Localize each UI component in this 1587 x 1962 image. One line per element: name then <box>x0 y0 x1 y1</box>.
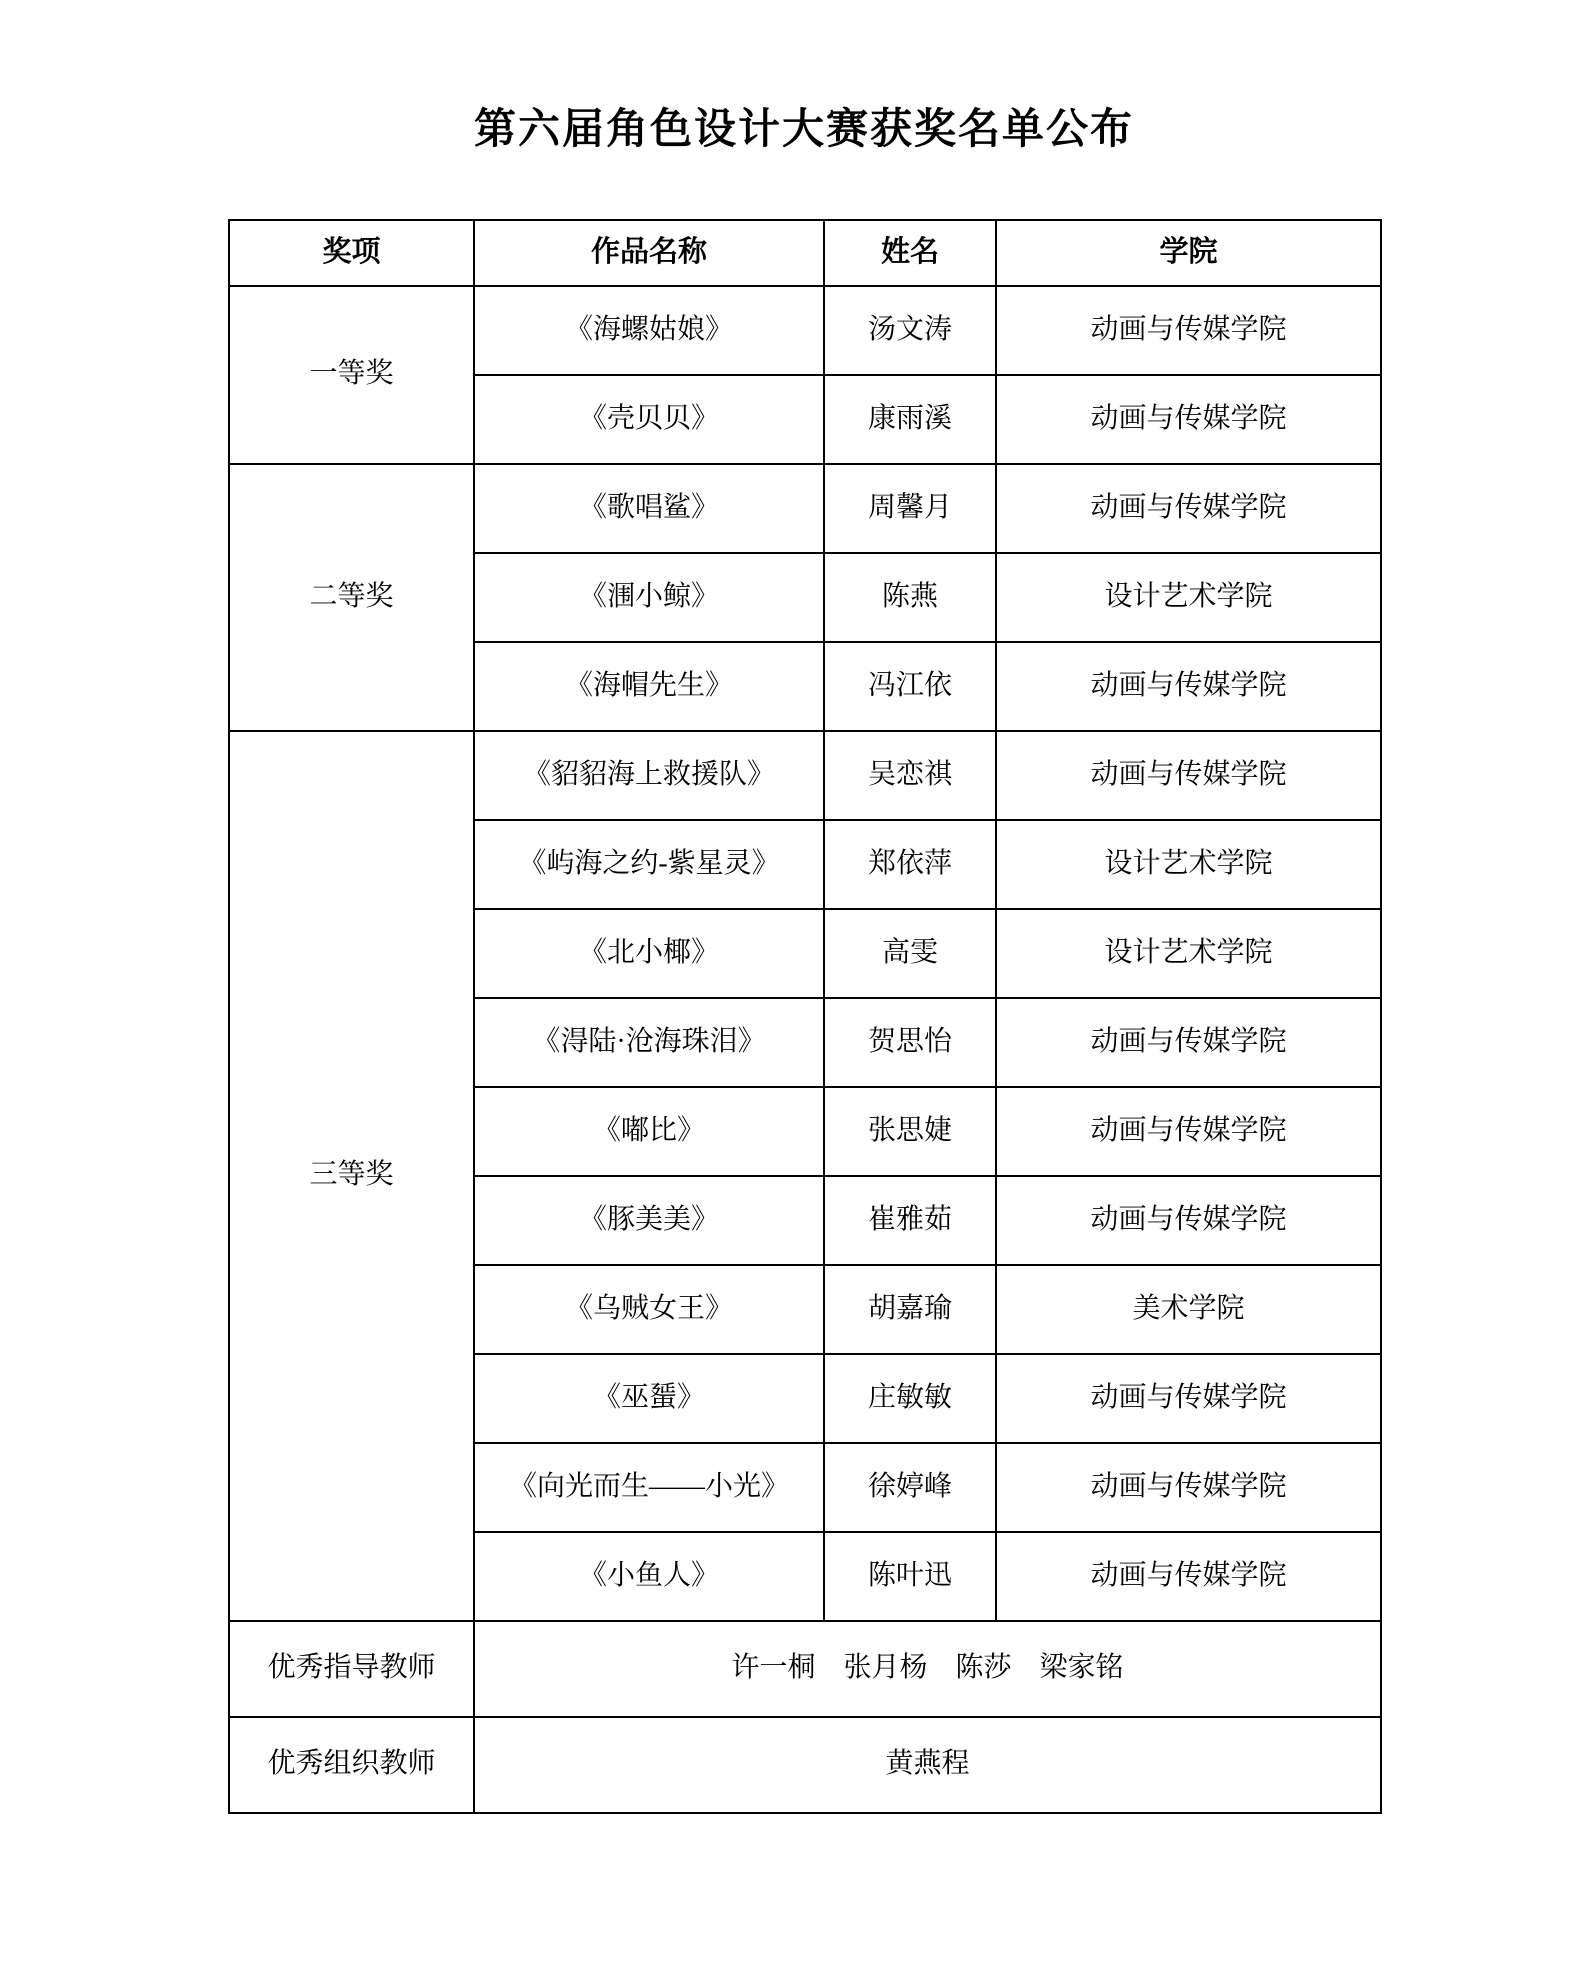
name-cell: 吴恋祺 <box>824 731 996 820</box>
award-cell-first-prize: 一等奖 <box>229 286 474 464</box>
header-cell-college: 学院 <box>996 220 1381 286</box>
work-cell: 《向光而生——小光》 <box>474 1443 824 1532</box>
work-cell: 《小鱼人》 <box>474 1532 824 1621</box>
name-cell: 康雨溪 <box>824 375 996 464</box>
name-cell: 徐婷峰 <box>824 1443 996 1532</box>
name-cell: 胡嘉瑜 <box>824 1265 996 1354</box>
college-cell: 动画与传媒学院 <box>996 1532 1381 1621</box>
college-cell: 动画与传媒学院 <box>996 1087 1381 1176</box>
college-cell: 动画与传媒学院 <box>996 464 1381 553</box>
college-cell: 动画与传媒学院 <box>996 286 1381 375</box>
work-cell: 《壳贝贝》 <box>474 375 824 464</box>
name-cell: 汤文涛 <box>824 286 996 375</box>
special-value-cell: 许一桐 张月杨 陈莎 梁家铭 <box>474 1621 1381 1717</box>
work-cell: 《海帽先生》 <box>474 642 824 731</box>
header-cell-award: 奖项 <box>229 220 474 286</box>
work-cell: 《巫蜑》 <box>474 1354 824 1443</box>
special-value-cell: 黄燕程 <box>474 1717 1381 1813</box>
work-cell: 《北小椰》 <box>474 909 824 998</box>
college-cell: 美术学院 <box>996 1265 1381 1354</box>
work-cell: 《貂貂海上救援队》 <box>474 731 824 820</box>
name-cell: 陈叶迅 <box>824 1532 996 1621</box>
college-cell: 动画与传媒学院 <box>996 731 1381 820</box>
college-cell: 设计艺术学院 <box>996 820 1381 909</box>
table-row <box>229 464 1381 553</box>
document-content <box>228 0 1380 1814</box>
name-cell: 陈燕 <box>824 553 996 642</box>
header-cell-work: 作品名称 <box>474 220 824 286</box>
table-header-row <box>229 220 1381 286</box>
work-cell: 《海螺姑娘》 <box>474 286 824 375</box>
name-cell: 周馨月 <box>824 464 996 553</box>
page-title: 第六届角色设计大赛获奖名单公布 <box>473 107 1134 153</box>
name-cell: 庄敏敏 <box>824 1354 996 1443</box>
table-row <box>229 286 1381 375</box>
header-cell-name: 姓名 <box>824 220 996 286</box>
college-cell: 动画与传媒学院 <box>996 998 1381 1087</box>
award-cell-third-prize: 三等奖 <box>229 731 474 1621</box>
special-label-cell: 优秀指导教师 <box>229 1621 474 1717</box>
name-cell: 贺思怡 <box>824 998 996 1087</box>
work-cell: 《乌贼女王》 <box>474 1265 824 1354</box>
name-cell: 张思婕 <box>824 1087 996 1176</box>
work-cell: 《嘟比》 <box>474 1087 824 1176</box>
special-label-cell: 优秀组织教师 <box>229 1717 474 1813</box>
table-row-organizing-teachers <box>229 1717 1381 1813</box>
awards-table <box>228 219 1382 1814</box>
name-cell: 崔雅茹 <box>824 1176 996 1265</box>
college-cell: 动画与传媒学院 <box>996 642 1381 731</box>
work-cell: 《淂陆·沧海珠泪》 <box>474 998 824 1087</box>
table-row <box>229 731 1381 820</box>
college-cell: 动画与传媒学院 <box>996 1354 1381 1443</box>
college-cell: 动画与传媒学院 <box>996 1443 1381 1532</box>
name-cell: 冯江依 <box>824 642 996 731</box>
college-cell: 设计艺术学院 <box>996 909 1381 998</box>
college-cell: 设计艺术学院 <box>996 553 1381 642</box>
table-row-guidance-teachers <box>229 1621 1381 1717</box>
name-cell: 郑依萍 <box>824 820 996 909</box>
college-cell: 动画与传媒学院 <box>996 375 1381 464</box>
work-cell: 《屿海之约-紫星灵》 <box>474 820 824 909</box>
work-cell: 《涠小鲸》 <box>474 553 824 642</box>
college-cell: 动画与传媒学院 <box>996 1176 1381 1265</box>
name-cell: 高雯 <box>824 909 996 998</box>
work-cell: 《歌唱鲨》 <box>474 464 824 553</box>
award-cell-second-prize: 二等奖 <box>229 464 474 731</box>
work-cell: 《豚美美》 <box>474 1176 824 1265</box>
